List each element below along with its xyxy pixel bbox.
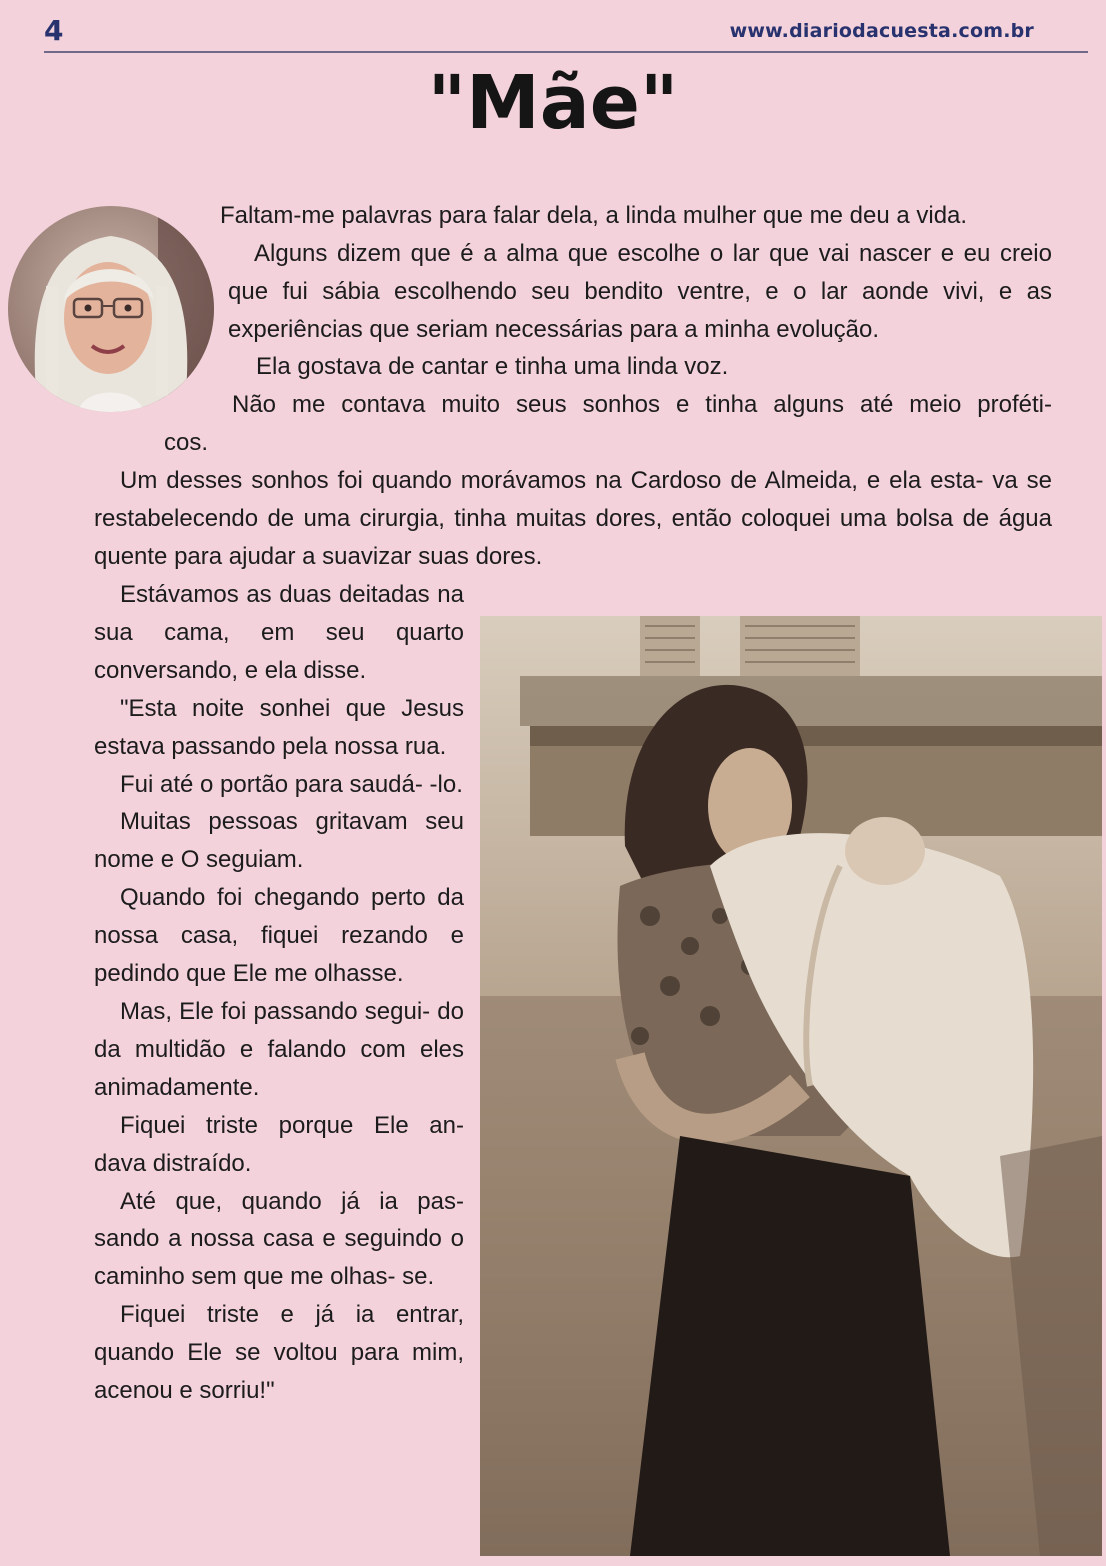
column-paragraph: Fiquei triste porque Ele an- dava distraído.: [94, 1111, 464, 1177]
author-portrait-icon: [8, 206, 214, 412]
column-paragraph: Mas, Ele foi passando segui- do da multidão e falando com eles animadamente.: [94, 997, 464, 1101]
paragraph-4: Não me contava muito seus sonhos e tinha alguns até meio proféti-: [232, 391, 1052, 418]
column-paragraph: Fiquei triste e já ia entrar, quando Ele se voltou para mim, acenou e sorriu!": [94, 1301, 464, 1405]
narrow-column: [94, 576, 464, 1410]
paragraph-3: Ela gostava de cantar e tinha uma linda voz.: [256, 353, 729, 380]
column-paragraph: "Esta noite sonhei que Jesus estava passando pela nossa rua.: [94, 694, 464, 760]
column-paragraph: Fui até o portão para saudá- -lo.: [120, 770, 463, 798]
site-url[interactable]: www.diariodacuesta.com.br: [729, 20, 1034, 42]
page-number: 4: [44, 14, 64, 47]
paragraph-2: Alguns dizem que é a alma que escolhe o lar que vai nascer e eu creio que fui sábia escolhendo seu bendito ventre, e o lar aonde vivi, e as experiências que seriam necessárias para a minha evolução.: [228, 240, 1052, 343]
column-paragraph: Estávamos as duas deitadas na sua cama, em seu quarto conversando, e ela disse.: [94, 581, 464, 684]
paragraph-4-end: cos.: [164, 429, 209, 456]
paragraph-1: Faltam-me palavras para falar dela, a linda mulher que me deu a vida.: [220, 202, 968, 229]
column-paragraph: Até que, quando já ia pas- sando a nossa casa e seguindo o caminho sem que me olhas- se.: [94, 1187, 464, 1291]
vintage-mother-baby-photo-icon: [480, 616, 1102, 1556]
article-title: "Mãe": [427, 60, 679, 146]
column-paragraph: Quando foi chegando perto da nossa casa, fiquei rezando e pedindo que Ele me olhasse.: [94, 884, 464, 988]
column-paragraph: Muitas pessoas gritavam seu nome e O seguiam.: [94, 808, 464, 874]
header-rule: [44, 51, 1088, 53]
paragraph-5: Um desses sonhos foi quando morávamos na Cardoso de Almeida, e ela esta- va se restabelecendo de uma cirurgia, tinha muitas dores, então coloquei uma bolsa de água quente para ajudar a suavizar suas dores.: [94, 467, 1052, 570]
